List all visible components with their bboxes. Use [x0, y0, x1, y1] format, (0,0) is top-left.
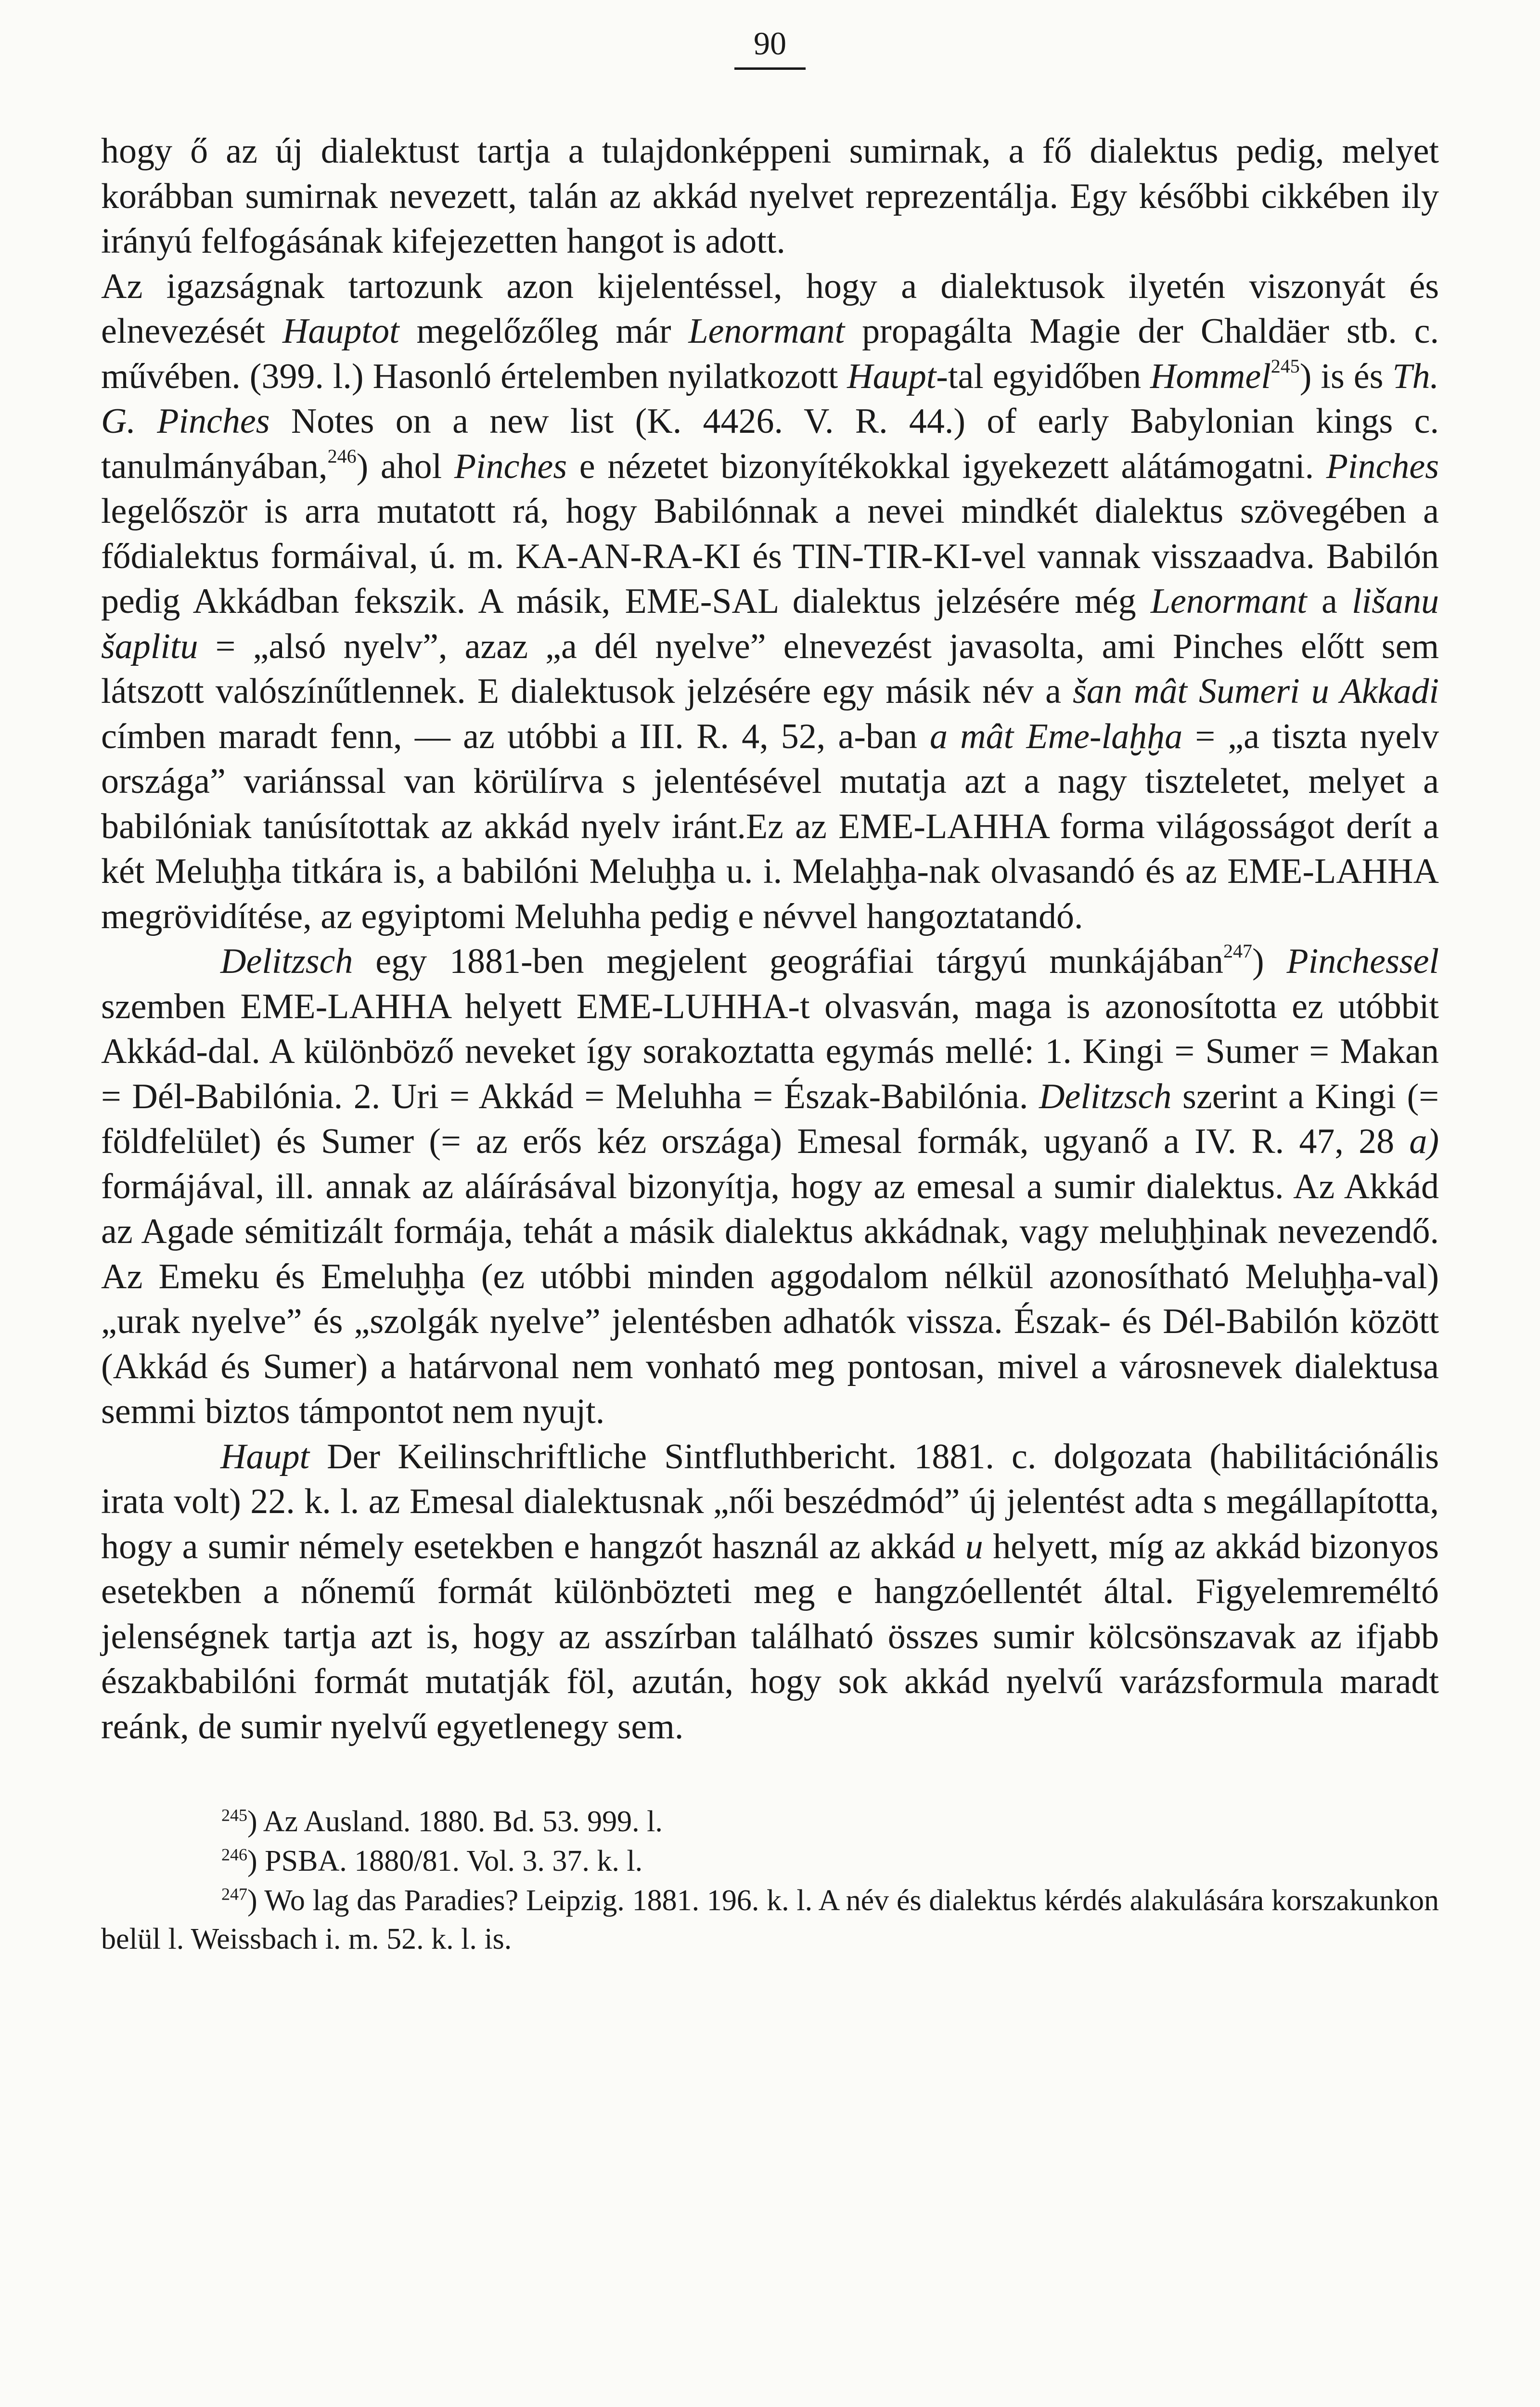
text-run: propagálta Magie der Chaldäer stb. c. művében. (399. l.) Hasonló értelemben nyilatkozott — [101, 311, 1439, 396]
italic-text: Haupt — [847, 356, 937, 396]
footnote-text: ) PSBA. 1880/81. Vol. 3. 37. k. l. — [247, 1845, 643, 1877]
italic-text: a mât Eme-laḫḫa — [930, 716, 1183, 756]
italic-text: Delitzsch — [1039, 1076, 1172, 1116]
text-run: szerint a Kingi (= földfelület) és Sumer (= az erős kéz országa) Emesal formák, ugyanő a IV. R. 47, 28 — [101, 1076, 1439, 1161]
footnote-number: 246 — [221, 1845, 247, 1864]
footnote-number: 247 — [221, 1884, 247, 1904]
footnote — [101, 1842, 1439, 1880]
body-text — [101, 129, 1439, 1749]
page-number — [0, 19, 1540, 70]
paragraph — [101, 1435, 1439, 1750]
italic-text: Hauptot — [282, 311, 399, 351]
italic-text: Hommel — [1150, 356, 1271, 396]
text-run: szemben EME-LAHHA helyett EME-LUHHA-t olvasván, maga is azonosította ez utóbbit Akkád-dal. A különböző neveket így sorakoztatta egymás mellé: 1. Kingi = Sumer = Makan = Dél-Babilónia. 2. Uri = Akkád = Meluhha = Észak-Babilónia. — [101, 986, 1439, 1116]
footnote-ref: 246 — [327, 445, 357, 467]
italic-text: Lenormant — [688, 311, 845, 351]
italic-text: Pinches — [454, 446, 567, 486]
text-run: ) — [1252, 942, 1287, 981]
footnote — [101, 1881, 1439, 1958]
text-run: -tal egyidőben — [936, 356, 1151, 396]
italic-text: šan mât Sumeri u Akkadi — [1073, 672, 1439, 711]
text-run: egy 1881-ben megjelent geográfiai tárgyú munkájában — [353, 942, 1224, 981]
text-run: = „a tiszta nyelv országa” variánssal van körülírva s jelentésével mutatja azt a nagy tiszteletet, melyet a babilóniak tanúsítottak az akkád nyelv iránt.Ez az EME-LAHHA forma világosságot derít a két Meluḫḫa titkára is, a babilóni Meluḫḫa u. i. Melaḫḫa-nak olvasandó és az EME-LAHHA megrövidítése, az egyiptomi Meluhha pedig e névvel hangoztatandó. — [101, 716, 1439, 936]
footnote-ref: 245 — [1270, 355, 1300, 377]
text-run: = „alsó nyelv”, azaz „a dél nyelve” elnevezést javasolta, ami Pinches előtt sem látszott valószínűtlennek. E dialektusok jelzésére egy másik név a — [101, 626, 1439, 711]
text-run: formájával, ill. annak az aláírásával bizonyítja, hogy az emesal a sumir dialektus. Az Akkád az Agade sémitizált formája, tehát a másik dialektus akkádnak, vagy meluḫḫinak nevezendő. Az Emeku és Emeluḫḫa (ez utóbbi minden aggodalom nélkül azonosítható Meluḫḫa-val) „urak nyelve” és „szolgák nyelve” jelentésben adhatók vissza. Észak- és Dél-Babilón között (Akkád és Sumer) a határvonal nem vonható meg pontosan, mivel a városnevek dialektusa semmi biztos támpontot nem nyujt. — [101, 1166, 1439, 1431]
italic-text: Delitzsch — [220, 942, 353, 981]
italic-text: Pinches — [1326, 446, 1439, 486]
text-run: a — [1307, 582, 1352, 621]
text-run: e nézetet bizonyítékokkal igyekezett alátámogatni. — [567, 446, 1326, 486]
footnote-number: 245 — [221, 1805, 247, 1825]
footnotes — [101, 1802, 1439, 1959]
italic-text: Th. G. Pinches — [101, 356, 1439, 441]
text-run: megelőzőleg már — [399, 311, 689, 351]
italic-text: Haupt — [220, 1436, 309, 1476]
footnote-text: ) Wo lag das Paradies? Leipzig. 1881. 196. k. l. A név és dialektus kérdés alakulására korszakunkon belül l. Weissbach i. m. 52. k. l. is. — [101, 1884, 1439, 1955]
text-run: hogy ő az új dialektust tartja a tulajdonképpeni sumirnak, a fő dialektus pedig, melyet korábban sumirnak nevezett, talán az akkád nyelvet reprezentálja. Egy későbbi cikkében ily irányú felfogásának kifejezetten hangot is adott. — [101, 131, 1439, 261]
text-run: legelőször is arra mutatott rá, hogy Babilónnak a nevei mindkét dialektus szövegében a fődialektus formáival, ú. m. KA-AN-RA-KI és TIN-TIR-KI-vel vannak visszaadva. Babilón pedig Akkádban fekszik. A másik, EME-SAL dialektus jelzésére még — [101, 492, 1439, 621]
page-number-text: 90 — [734, 19, 806, 70]
italic-text: u — [965, 1527, 983, 1566]
text-run: Der Keilinschriftliche Sintfluthbericht. 1881. c. dolgozata (habilitációnális irata volt) 22. k. l. az Emesal dialektusnak „női beszédmód” új jelentést adta s megállapította, hogy a sumir némely esetekben e hangzót használ az akkád — [101, 1436, 1439, 1566]
text-run: ) is és — [1299, 356, 1393, 396]
footnote-text: ) Az Ausland. 1880. Bd. 53. 999. l. — [247, 1805, 663, 1838]
paragraph — [101, 264, 1439, 940]
text-run: címben maradt fenn, — az utóbbi a III. R. 4, 52, a-ban — [101, 716, 930, 756]
italic-text: Pinchessel — [1286, 942, 1439, 981]
italic-text: lišanu šaplitu — [101, 582, 1439, 666]
footnote — [101, 1802, 1439, 1841]
text-run: ) ahol — [356, 446, 454, 486]
text-run: helyett, míg az akkád bizonyos esetekben a nőnemű formát különbözteti meg e hangzóellentét által. Figyelemreméltó jelenségnek tartja azt is, hogy az asszírban található összes sumir kölcsönszavak az ifjabb északbabilóni formát mutatják föl, azután, hogy sok akkád nyelvű varázsformula maradt reánk, de sumir nyelvű egyetlenegy sem. — [101, 1527, 1439, 1747]
italic-text: Lenormant — [1150, 582, 1307, 621]
paragraph — [101, 129, 1439, 264]
text-run: Notes on a new list (K. 4426. V. R. 44.) of early Babylonian kings c. tanulmányában, — [101, 401, 1439, 486]
italic-text: a) — [1409, 1122, 1439, 1161]
paragraph — [101, 939, 1439, 1435]
footnote-ref: 247 — [1223, 940, 1253, 962]
text-run: Az igazságnak tartozunk azon kijelentéssel, hogy a dialektusok ilyetén viszonyát és elnevezését — [101, 266, 1439, 351]
